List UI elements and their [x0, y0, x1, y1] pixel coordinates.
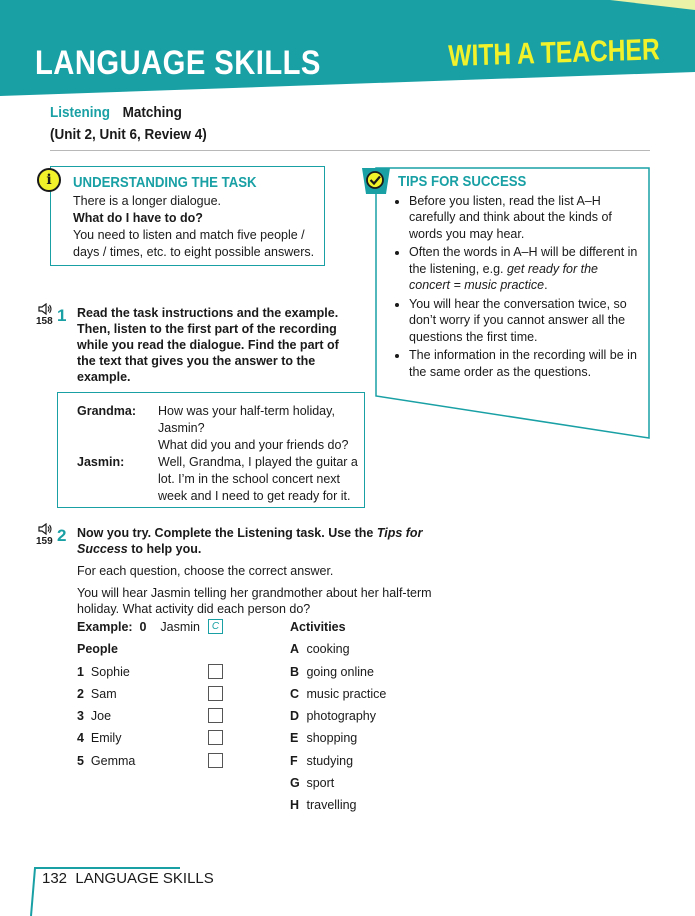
page-number: 132: [42, 870, 68, 887]
activities-heading: Activities: [290, 620, 346, 634]
exercise-line: For each question, choose the correct answer.: [77, 564, 334, 578]
dialogue-turn: [77, 454, 358, 505]
skill-label: Listening: [50, 104, 111, 121]
tip-item: • Before you listen, read the list A–H carefully and think about the kinds of words you may hear.: [409, 193, 638, 243]
example-row: Example: 0 Jasmin C: [77, 620, 200, 642]
person-row: 1 Sophie: [77, 665, 200, 687]
answer-checkbox[interactable]: [208, 686, 223, 701]
understanding-task-content: [73, 174, 325, 261]
page-footer: [42, 870, 214, 887]
dialogue-line: Well, Grandma, I played the guitar a lot. I’m in the school concert next week and I need to get ready for it.: [158, 455, 358, 503]
dialogue-line: What did you and your friends do?: [158, 438, 349, 452]
understanding-task-heading: UNDERSTANDING THE TASK: [73, 174, 257, 191]
answer-checkbox[interactable]: [208, 730, 223, 745]
footer-section: LANGUAGE SKILLS: [75, 870, 214, 887]
dialogue-turn: [77, 403, 358, 454]
activity-item: F studying: [290, 753, 354, 768]
answer-checkbox[interactable]: [208, 708, 223, 723]
dialogue: [77, 403, 358, 505]
tip-item: • Often the words in A–H will be different in the listening, e.g. get ready for the concert = music practice.: [409, 244, 638, 294]
units-reference: (Unit 2, Unit 6, Review 4): [50, 126, 207, 143]
task-description: There is a longer dialogue.: [73, 194, 222, 208]
track-number: 159: [36, 536, 53, 547]
activities-list: [290, 620, 386, 821]
teacher-badge: WITH A TEACHER: [448, 33, 661, 73]
exercise-instruction: Now you try. Complete the Listening task. Use the Tips for Success to help you.: [77, 526, 423, 556]
tips-content: [398, 174, 638, 382]
track-number: 158: [36, 316, 53, 327]
divider: [50, 150, 650, 151]
task-answer: You need to listen and match five people / days / times, etc. to eight possible answers.: [73, 228, 315, 259]
tip-item: • The information in the recording will be in the same order as the questions.: [409, 347, 638, 380]
answer-checkbox[interactable]: [208, 753, 223, 768]
exercise-number: 1: [57, 306, 67, 325]
exercise-instruction: Read the task instructions and the example. Then, listen to the first part of the recording while you read the dialogue. Find the part of the text that gives you the answer to the example.: [77, 306, 339, 384]
exercise-instruction-block: [77, 525, 462, 623]
footer-bar: [0, 860, 695, 916]
activity-item: B going online: [290, 664, 374, 679]
people-heading: People: [77, 642, 118, 657]
activity-item: H travelling: [290, 798, 357, 813]
task-question: What do I have to do?: [73, 211, 203, 225]
tip-item: • You will hear the conversation twice, so don’t worry if you cannot answer all the questions the first time.: [409, 296, 638, 346]
activity-item: D photography: [290, 709, 376, 724]
page-title: LANGUAGE SKILLS: [35, 44, 321, 82]
person-row: 4 Emily: [77, 731, 200, 753]
answer-checkbox[interactable]: [208, 664, 223, 679]
speaker: Grandma:: [77, 404, 137, 418]
speaker: Jasmin:: [77, 455, 125, 469]
info-icon: i: [37, 168, 61, 192]
exercise-line: You will hear Jasmin telling her grandmother about her half-term holiday. What activity did each person do?: [77, 586, 432, 616]
person-row: 2 Sam: [77, 687, 200, 709]
activity-item: C music practice: [290, 686, 387, 701]
dialogue-line: How was your half-term holiday, Jasmin?: [158, 404, 335, 435]
people-list: [77, 620, 220, 776]
task-type-label: Matching: [122, 104, 182, 121]
activity-item: G sport: [290, 776, 335, 791]
person-row: 5 Gemma: [77, 754, 200, 776]
activity-item: A cooking: [290, 642, 350, 657]
example-answer-box: C: [208, 619, 223, 634]
task-subtitle: [50, 104, 182, 121]
activity-item: E shopping: [290, 731, 358, 746]
tips-heading: TIPS FOR SUCCESS: [398, 173, 527, 190]
exercise-number: 2: [57, 526, 67, 545]
tips-list: [398, 193, 638, 381]
person-row: 3 Joe: [77, 709, 200, 731]
tip-example: get ready for the concert = music practice: [409, 261, 599, 292]
